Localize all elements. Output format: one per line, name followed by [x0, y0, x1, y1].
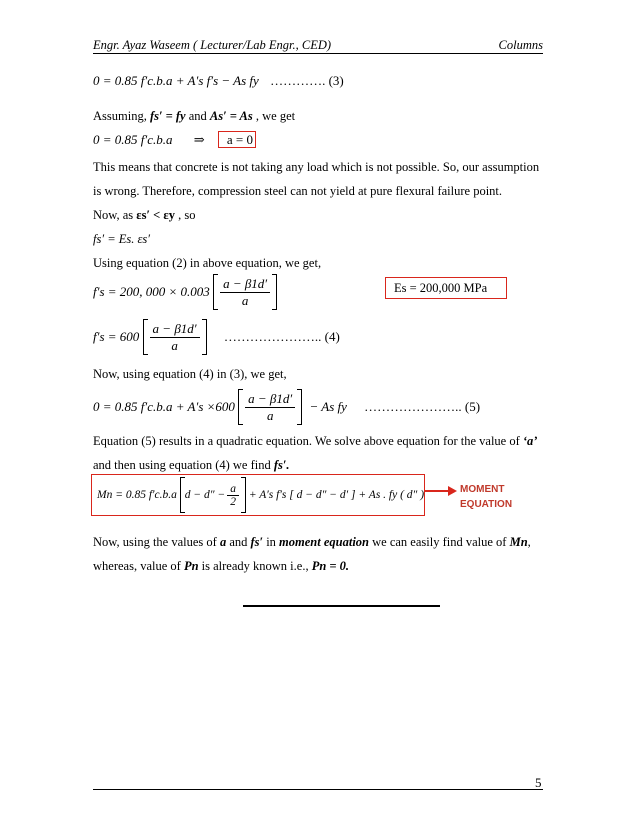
p3-pn-zero: Pn = 0.	[311, 559, 350, 573]
equation-fs-200000	[93, 274, 277, 310]
p3-text-find: we can easily find value of	[372, 535, 507, 549]
strain-condition: εs′ < εy	[136, 208, 175, 222]
equation-3	[93, 73, 344, 89]
paragraph-2-line-2	[93, 458, 290, 473]
header-section: Columns	[498, 38, 543, 52]
moment-equation-lhs: Mn = 0.85 f′c.b.a	[97, 489, 177, 501]
equation-5-rhs: − As fy	[309, 399, 347, 414]
p3-var-a: a	[219, 535, 227, 549]
equation-4-tag: ………………….. (4)	[223, 329, 340, 344]
paragraph-1-line-1: This means that concrete is not taking any load which is not possible. So, our assumption	[93, 160, 540, 174]
assumption-line	[93, 109, 295, 124]
equation-zero	[93, 132, 256, 148]
p3-text-a: Now, using the values of	[93, 535, 217, 549]
paragraph-2-line-2-text: and then using equation (4) we find	[93, 458, 271, 472]
arrow-icon	[424, 483, 458, 499]
equation-3-body: 0 = 0.85 f′c.b.a + A′s f′s − As fy	[93, 73, 259, 88]
using-equation-4: Now, using equation (4) in (3), we get,	[93, 367, 287, 381]
fraction-numerator: a − β1d′	[245, 391, 295, 408]
assumption-post: , we get	[255, 109, 296, 123]
strain-condition-post: , so	[178, 208, 196, 222]
p3-comma: ,	[527, 535, 531, 549]
p3-var-pn: Pn	[183, 559, 199, 573]
section-separator	[243, 605, 440, 607]
page-number: 5	[535, 775, 542, 790]
moment-equation-rest: + A′s f′s [ d − d″ − d′ ] + As . fy ( d″ )	[248, 489, 425, 501]
p3-var-mn: Mn	[509, 535, 528, 549]
equation-fs-200000-lhs: f′s = 200, 000 × 0.003	[93, 284, 210, 299]
assumption-pre: Assuming,	[93, 109, 147, 123]
moment-equation-label	[460, 482, 512, 512]
fraction-denominator: a	[241, 292, 249, 308]
assumption-b: As′ = As	[209, 109, 253, 123]
strain-condition-pre: Now, as	[93, 208, 134, 222]
equation-zero-lhs: 0 = 0.85 f′c.b.a	[93, 132, 173, 147]
paragraph-1-line-2: is wrong. Therefore, compression steel can not yield at pure flexural failure point.	[93, 184, 503, 198]
strain-condition-line	[93, 208, 195, 223]
equation-5-lhs: 0 = 0.85 f′c.b.a + A′s ×600	[93, 399, 235, 414]
moment-equation-bracket-text: d − d″ −	[184, 489, 226, 501]
footer-rule	[93, 789, 543, 790]
fraction-denominator: a	[171, 337, 178, 353]
moment-equation-fraction	[227, 483, 239, 508]
stress-definition: fs′ = Es. εs′	[93, 232, 151, 246]
p3-var-fs: fs′	[250, 535, 264, 549]
using-equation-2: Using equation (2) in above equation, we get,	[93, 256, 322, 270]
implies-arrow: ⇒	[193, 132, 205, 147]
fraction-numerator: a − β1d′	[150, 321, 200, 338]
p3-text-known: is already known i.e.,	[201, 559, 309, 573]
paragraph-3-line-2	[93, 559, 349, 574]
assumption-a: fs′ = fy	[149, 109, 186, 123]
equation-fs-200000-fraction	[220, 276, 270, 309]
header-author: Engr. Ayaz Waseem ( Lecturer/Lab Engr., CED)	[93, 38, 332, 52]
moment-label-line-1: MOMENT	[460, 484, 505, 495]
fraction-denominator: 2	[230, 495, 236, 508]
fraction-numerator: a	[227, 483, 239, 496]
equation-5-tag: ………………….. (5)	[364, 399, 481, 414]
p3-moment-equation: moment equation	[279, 535, 369, 549]
p3-text-and: and	[229, 535, 248, 549]
page-header	[93, 38, 543, 54]
paragraph-2-line-1	[93, 434, 537, 449]
variable-fs: fs′.	[273, 458, 290, 472]
equation-4-lhs: f′s = 600	[93, 329, 140, 344]
p3-text-in: in	[266, 535, 276, 549]
paragraph-2-line-1-text: Equation (5) results in a quadratic equation. We solve above equation for the value of	[93, 434, 520, 448]
header-rule	[93, 53, 543, 54]
equation-4	[93, 319, 340, 355]
es-value-box: Es = 200,000 MPa	[385, 277, 507, 299]
equation-zero-boxed: a = 0	[218, 131, 256, 148]
equation-5	[93, 389, 480, 425]
moment-label-line-2: EQUATION	[460, 499, 513, 510]
fraction-denominator: a	[266, 407, 274, 423]
equation-4-fraction	[150, 321, 200, 354]
equation-3-tag: …………. (3)	[270, 73, 344, 88]
p3-text-whereas: whereas, value of	[93, 559, 181, 573]
moment-equation	[97, 477, 424, 513]
assumption-and: and	[188, 109, 207, 123]
variable-a: ‘a’	[522, 434, 538, 448]
paragraph-3-line-1	[93, 535, 531, 550]
equation-5-fraction	[245, 391, 295, 424]
fraction-numerator: a − β1d′	[220, 276, 270, 293]
